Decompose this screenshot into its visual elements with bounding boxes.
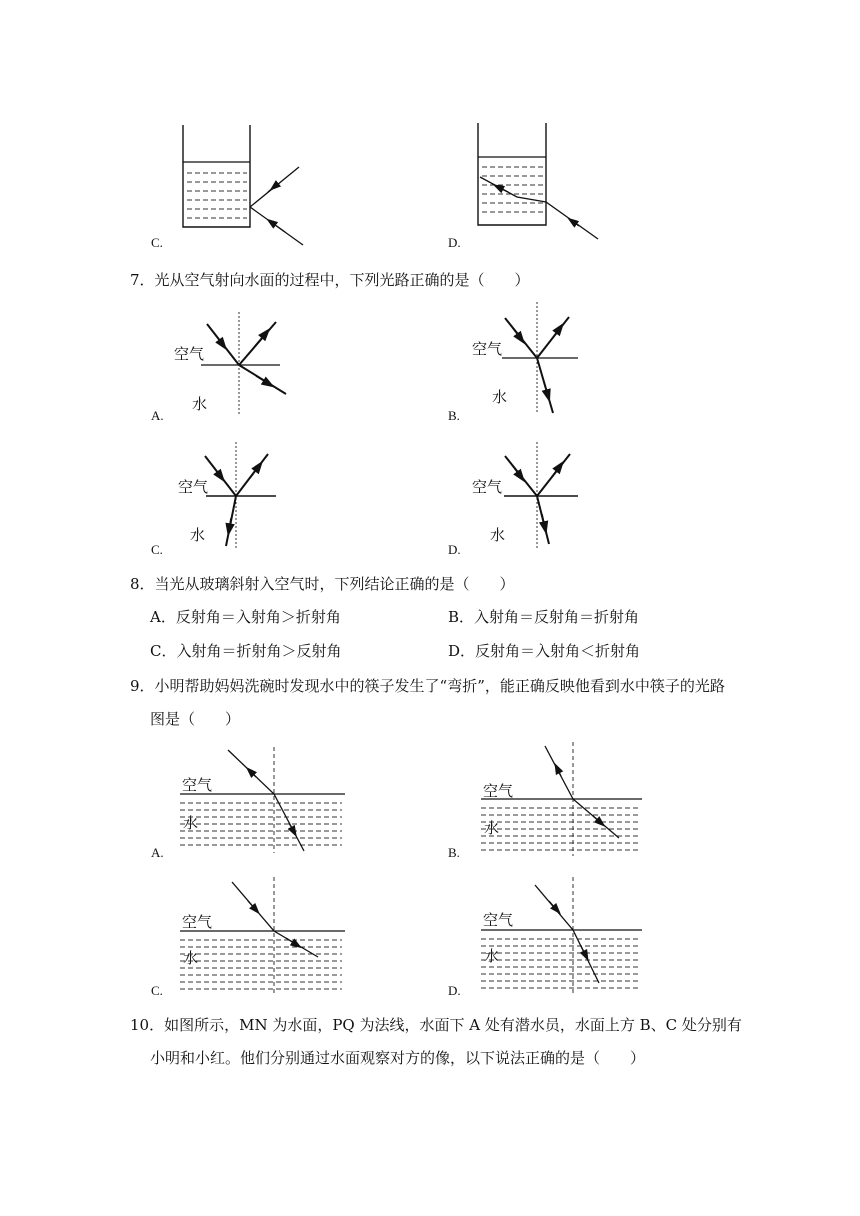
q7-water-label: 水 xyxy=(192,395,208,413)
q9-air-label: 空气 xyxy=(483,782,514,800)
q9-water-label: 水 xyxy=(183,814,199,832)
q8-option-b: B．入射角＝反射角＝折射角 xyxy=(448,608,640,626)
q6-figure-c xyxy=(175,115,310,255)
q7-label-d: D. xyxy=(448,542,461,557)
q10-stem-line1: 10．如图所示，MN 为水面，PQ 为法线，水面下 A 处有潜水员，水面上方 B、C 处分别有 xyxy=(130,1016,742,1034)
q8-option-c: C．入射角＝折射角＞反射角 xyxy=(150,642,342,660)
q9-label-a: A. xyxy=(151,845,164,860)
q7-water-label: 水 xyxy=(190,526,206,544)
q9-label-d: D. xyxy=(448,983,461,998)
q7-air-label: 空气 xyxy=(178,478,209,496)
q9-water-label: 水 xyxy=(484,947,500,965)
q6-figure-d xyxy=(472,115,607,255)
q9-air-label: 空气 xyxy=(182,913,213,931)
q10-stem-line2: 小明和小红。他们分别通过水面观察对方的像，以下说法正确的是（ ） xyxy=(150,1049,646,1067)
q9-water-label: 水 xyxy=(183,949,199,967)
q7-air-label: 空气 xyxy=(472,478,503,496)
q7-air-label: 空气 xyxy=(174,345,205,363)
q9-stem-line2: 图是（ ） xyxy=(150,710,241,728)
q8-option-a: A．反射角＝入射角＞折射角 xyxy=(150,608,341,626)
q7-label-a: A. xyxy=(151,408,164,423)
q7-water-label: 水 xyxy=(490,526,506,544)
q7-water-label: 水 xyxy=(492,388,508,406)
q9-figure-b xyxy=(477,740,649,858)
q7-figure-b xyxy=(468,300,598,418)
q7-figure-a xyxy=(170,310,300,420)
q9-figure-c xyxy=(176,875,348,997)
q9-air-label: 空气 xyxy=(483,911,514,929)
q9-air-label: 空气 xyxy=(182,776,213,794)
q7-label-c: C. xyxy=(151,542,163,557)
q8-stem: 8．当光从玻璃斜射入空气时，下列结论正确的是（ ） xyxy=(130,575,515,593)
q7-stem: 7．光从空气射向水面的过程中，下列光路正确的是（ ） xyxy=(130,271,530,289)
q8-option-d: D．反射角＝入射角＜折射角 xyxy=(448,642,641,660)
q9-water-label: 水 xyxy=(484,819,500,837)
q9-stem-line1: 9．小明帮助妈妈洗碗时发现水中的筷子发生了“弯折”，能正确反映他看到水中筷子的光路 xyxy=(130,677,725,695)
q7-air-label: 空气 xyxy=(472,340,503,358)
q7-figure-d xyxy=(468,440,598,555)
q6-label-c: C. xyxy=(151,235,163,250)
q9-figure-a xyxy=(176,745,348,857)
q9-label-b: B. xyxy=(448,845,460,860)
q7-figure-c xyxy=(170,440,300,555)
q9-figure-d xyxy=(477,875,649,997)
q6-label-d: D. xyxy=(448,235,461,250)
q9-label-c: C. xyxy=(151,983,163,998)
q7-label-b: B. xyxy=(448,408,460,423)
